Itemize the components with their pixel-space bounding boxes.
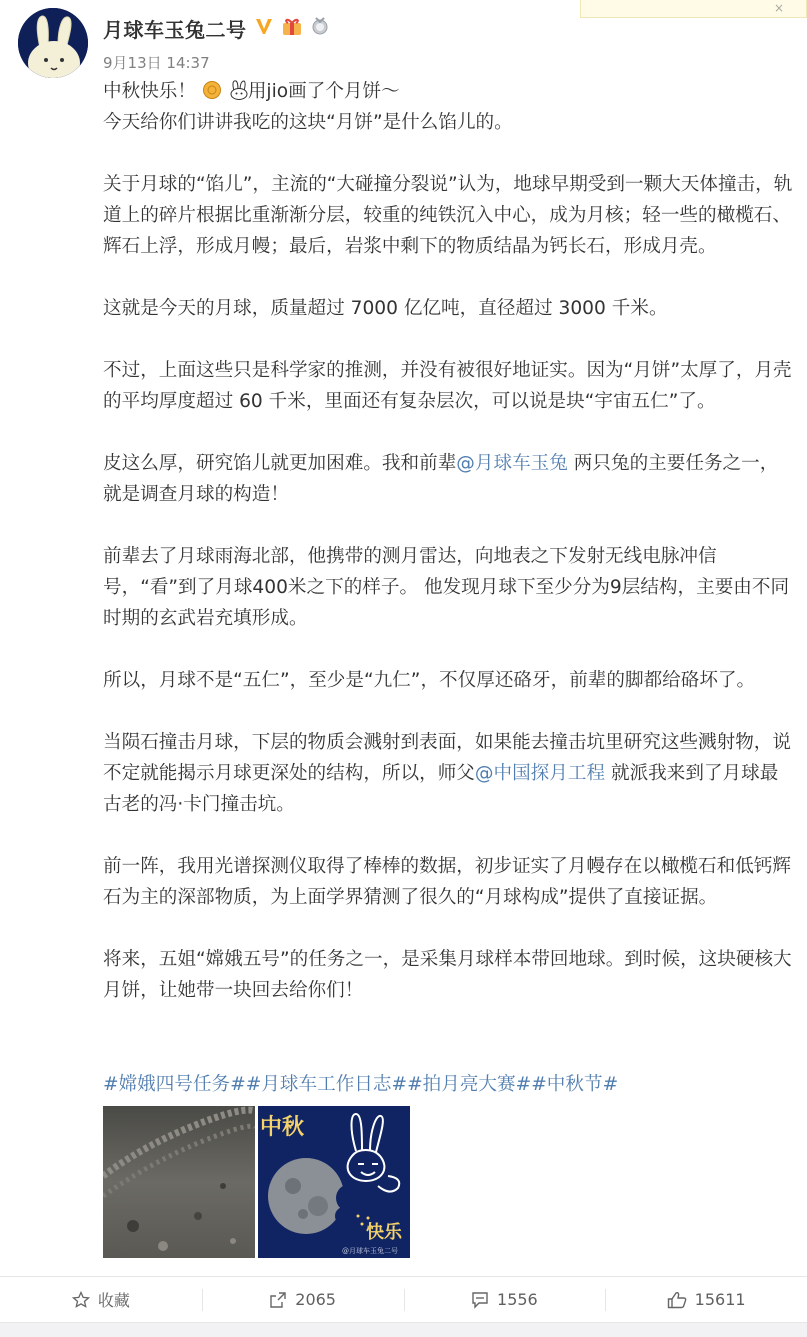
medal-badge-icon[interactable] xyxy=(310,16,330,40)
author-name[interactable]: 月球车玉兔二号 xyxy=(103,17,247,42)
favorite-button[interactable] xyxy=(0,1277,202,1322)
mention-link-cnsa[interactable]: @中国探月工程 xyxy=(474,763,606,784)
lunar-surface-photo[interactable] xyxy=(103,1106,255,1258)
drawing-text-top: 中秋 xyxy=(260,1114,305,1140)
mention-link-yutu[interactable]: @月球车玉兔 xyxy=(456,453,568,474)
post-text: 当陨石撞击月球，下层的物质会溅射到表面，如果能去撞击坑里研究这些溅射物，说不定就能揭示月球更深处的结构，所以，师父 xyxy=(103,732,791,784)
mid-autumn-drawing[interactable] xyxy=(258,1106,410,1258)
post-paragraph: 所以，月球不是“五仁”，至少是“九仁”，不仅厚还硌牙，前辈的脚都给硌坏了。 xyxy=(103,670,756,691)
post-text: 就派我来到了月球最古老的冯·卡门撞击坑。 xyxy=(103,763,779,815)
comment-count: 1556 xyxy=(497,1290,538,1309)
like-button[interactable] xyxy=(605,1277,807,1322)
post-paragraph xyxy=(103,727,793,820)
post-paragraph: 前辈去了月球雨海北部，他携带的测月雷达，向地表之下发射无线电脉冲信号，“看”到了月球400米之下的样子。 他发现月球下至少分为9层结构，主要由不同时期的玄武岩充填形成。 xyxy=(103,546,790,629)
repost-button[interactable] xyxy=(202,1277,404,1322)
post-paragraph xyxy=(103,448,793,510)
topic-link[interactable]: #嫦娥四号任务# xyxy=(103,1074,246,1095)
bottom-divider xyxy=(0,1322,807,1337)
author-header xyxy=(103,13,330,43)
topic-link[interactable]: #拍月亮大赛# xyxy=(407,1074,532,1095)
favorite-label: 收藏 xyxy=(97,1291,130,1310)
like-count: 15611 xyxy=(694,1290,746,1309)
post-content xyxy=(103,76,793,1037)
post-timestamp[interactable]: 9月13日 14:37 xyxy=(103,54,210,72)
verified-v-icon xyxy=(254,16,274,40)
repost-count: 2065 xyxy=(295,1290,336,1309)
post-text: 中秋快乐！ xyxy=(103,81,196,102)
topic-tags xyxy=(103,1069,618,1100)
rabbit-avatar-icon xyxy=(18,8,88,78)
post-paragraph: 今天给你们讲讲我吃的这块“月饼”是什么馅儿的。 xyxy=(103,112,513,133)
close-icon[interactable]: × xyxy=(773,1,784,15)
topic-link[interactable]: #中秋节# xyxy=(531,1074,619,1095)
post-paragraph: 不过，上面这些只是科学家的推测，并没有被很好地证实。因为“月饼”太厚了，月壳的平均厚度超过 60 千米，里面还有复杂层次，可以说是块“宇宙五仁”了。 xyxy=(103,360,792,412)
post-text: 用jio画了个月饼～ xyxy=(247,81,400,102)
drawing-text-bottom: 快乐 xyxy=(366,1222,402,1243)
mooncake-emoji-icon xyxy=(202,79,222,99)
rabbit-emoji-icon xyxy=(228,79,248,99)
avatar[interactable] xyxy=(18,8,88,78)
share-icon xyxy=(269,1291,287,1309)
moon-surface-image xyxy=(103,1106,255,1258)
post-paragraph: 关于月球的“馅儿”，主流的“大碰撞分裂说”认为，地球早期受到一颗大天体撞击，轨道上的碎片根据比重渐渐分层，较重的纯铁沉入中心，成为月核；轻一些的橄榄石、辉石上浮，形成月幔；最后，岩浆中剩下的物质结晶为钙长石，形成月壳。 xyxy=(103,174,793,257)
gift-badge-icon[interactable] xyxy=(281,16,303,40)
post-paragraph xyxy=(103,76,793,107)
image-watermark: @月球车玉兔二号 xyxy=(342,1247,398,1255)
notice-bar xyxy=(580,0,807,18)
post-text: 皮这么厚，研究馅儿就更加困难。我和前辈 xyxy=(103,453,457,474)
comment-icon xyxy=(471,1291,489,1309)
post-paragraph: 这就是今天的月球，质量超过 7000 亿亿吨，直径超过 3000 千米。 xyxy=(103,298,668,319)
thumbs-up-icon xyxy=(667,1291,687,1309)
comment-button[interactable] xyxy=(404,1277,606,1322)
post-paragraph: 将来，五姐“嫦娥五号”的任务之一，是采集月球样本带回地球。到时候，这块硬核大月饼，让她带一块回去给你们！ xyxy=(103,949,792,1001)
post-text: 两只兔的主要任务之一，就是调查月球的构造！ xyxy=(103,453,779,505)
star-icon xyxy=(72,1291,90,1309)
topic-link[interactable]: #月球车工作日志# xyxy=(245,1074,408,1095)
post-paragraph: 前一阵，我用光谱探测仪取得了棒棒的数据，初步证实了月幔存在以橄榄石和低钙辉石为主的深部物质，为上面学界猜测了很久的“月球构成”提供了直接证据。 xyxy=(103,856,791,908)
action-bar xyxy=(0,1276,807,1322)
